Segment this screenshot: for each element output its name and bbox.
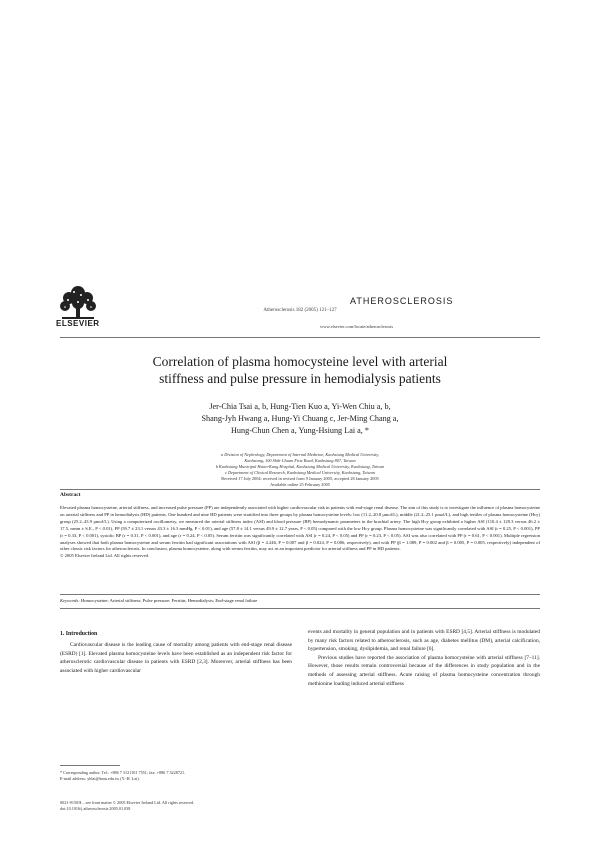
abstract-heading: Abstract	[60, 492, 81, 498]
journal-logo: ATHEROSCLEROSIS	[350, 296, 454, 306]
doi-line: doi:10.1016/j.atherosclerosis.2005.01.038	[60, 805, 131, 811]
issn-line: 0021-9150/$ – see front matter © 2005 Elsevier Ireland Ltd. All rights reserved.	[60, 800, 195, 805]
title-line: Correlation of plasma homocysteine level with arterial	[152, 354, 448, 369]
author-line: Jer-Chia Tsai a, b, Hung-Tien Kuo a, Yi-Wen Chiu a, b,	[209, 402, 391, 411]
keywords-label: Keywords:	[60, 598, 80, 603]
affiliation-line: b Kaohsiung Municipal Hsiao-Kang Hospital, Kaohsiung Medical University, Kaohsiung, Taiwan	[215, 464, 385, 469]
abstract-body	[60, 505, 540, 560]
issn-block	[60, 800, 292, 812]
footnote-line: E-mail address: yhlai@kmu.edu.tw (Y.-H. Lai).	[60, 775, 140, 781]
intro-paragraph: Cardiovascular disease is the leading cause of mortality among patients with end-stage renal disease (ESRD) [1]. Elevated plasma homocysteine levels have been established as an independent risk factor for atherosclerotic cardiovascular disease in patients with ESRD [2,3]. Moreover, arterial stiffness has been associated with higher cardiovascular	[60, 642, 292, 674]
affiliation-line: c Department of Clinical Research, Kaohsiung Medical University, Kaohsiung, Taiwan	[225, 470, 375, 475]
footnote	[60, 770, 292, 782]
journal-citation: Atherosclerosis 182 (2005) 121–127	[263, 308, 337, 313]
received-line: Received 17 July 2004; received in revised form 9 January 2005; accepted 28 January 2005	[221, 476, 379, 481]
right-column	[308, 628, 540, 688]
footnote-line: * Corresponding author. Tel.: +886 7 3121101 7551; fax: +886 7 3228721.	[60, 770, 186, 775]
keywords-bottom-rule	[60, 608, 540, 609]
header-rule	[60, 337, 540, 338]
affiliation-line: Kaohsiung, 100 Shih-Chuan First Road, Kaohsiung 807, Taiwan	[244, 458, 356, 463]
journal-url[interactable]: www.elsevier.com/locate/atherosclerosis	[320, 324, 394, 329]
publisher-name: ELSEVIER	[56, 319, 100, 328]
keywords	[60, 598, 540, 603]
title-line: stiffness and pulse pressure in hemodialysis patients	[159, 371, 441, 386]
footnote-rule	[60, 765, 120, 766]
author-line: Shang-Jyh Hwang a, Hung-Yi Chuang c, Jer-Ming Chang a,	[201, 414, 399, 423]
elsevier-tree-logo	[56, 283, 100, 321]
section-heading: 1. Introduction	[60, 631, 98, 637]
paper-title	[60, 353, 540, 387]
received-dates	[80, 476, 520, 488]
intro-paragraph: events and mortality in general population and in patients with ESRD [4,5]. Arterial stiffness is modulated by many risk factors related to atherosclerosis, such as age, diabetes mellitus (DM), arterial calcification, hypertension, smoking, dyslipidemia, and renal failure [6].	[308, 629, 540, 653]
author-line: Hung-Chun Chen a, Yung-Hsiung Lai a, *	[231, 426, 369, 435]
left-column	[60, 641, 292, 675]
copyright-line: © 2005 Elsevier Ireland Ltd. All rights reserved.	[60, 553, 150, 559]
intro-paragraph: Previous studies have reported the association of plasma homocysteine with arterial stiffness [7–11]. However, those results remain controversial because of the differences in study population and in the methods of assessing arterial stiffness. Acute raising of plasma homocysteine concentration through methionine loading induced arterial stiffness	[308, 654, 540, 687]
keywords-text: Homocysteine; Arterial stiffness; Pulse pressure; Ferritin; Hemodialysis; End-stage renal failure	[80, 598, 258, 603]
abstract-top-rule	[60, 489, 540, 490]
affiliation-line: a Division of Nephrology, Department of Internal Medicine, Kaohsiung Medical University,	[221, 452, 379, 457]
abstract-text: Elevated plasma homocysteine, arterial stiffness, and increased pulse pressure (PP) are independently associated with higher cardiovascular risk in patients with end-stage renal disease. The aim of this study is to investigate the influence of plasma homocysteine on arterial stiffness and PP in hemodialysis (HD) patients. One hundred and nine HD patients were stratified into three groups by plasma homocysteine levels: low (11.2–20.8 μmol/L), middle (21.2–25.1 μmol/L), and high tertiles of plasma homocysteine (Hcy) group (25.2–43.9 μmol/L). Using a computerized oscillometry, we measured the arterial stiffness index (ASI) and blood pressure (BP) hemodynamic parameters in the brachial artery. The high Hcy group exhibited a higher ASI (110.4 ± 129.3 versus 46.2 ± 17.5, mean ± S.E., P < 0.01), PP (59.7 ± 23.1 versus 43.3 ± 16.3 mmHg, P < 0.01), and age (57.8 ± 14.1 versus 49.9 ± 12.7 years, P < 0.05) compared with the low Hcy group. Plasma homocysteine was significantly correlated with ASI (r = 0.25, P < 0.001), PP (r = 0.33, P < 0.001), systolic BP (r = 0.31, P < 0.001), and age (r = 0.24, P < 0.05). Serum ferritin was significantly correlated with ASI (r = 0.24, P < 0.05) and PP (r = 0.23, P < 0.05). ASI was also correlated with PP (r = 0.61, P < 0.001). Multiple regression analyses showed that both plasma homocysteine and serum ferritin had significant associations with ASI (β = 4.246, P = 0.007 and β = 0.024, P = 0.006, respectively), and with PP (β = 1.089, P = 0.002 and β = 0.005, P = 0.005, respectively) independent of other classic risk factors for atherosclerosis. In conclusion, plasma homocysteine, along with serum ferritin, may act as an important predictor for arterial stiffness and PP in HD patients.	[60, 505, 540, 552]
author-list	[60, 401, 540, 437]
received-line: Available online 25 February 2005	[270, 482, 330, 487]
affiliations	[80, 452, 520, 476]
keywords-rule	[60, 594, 540, 595]
